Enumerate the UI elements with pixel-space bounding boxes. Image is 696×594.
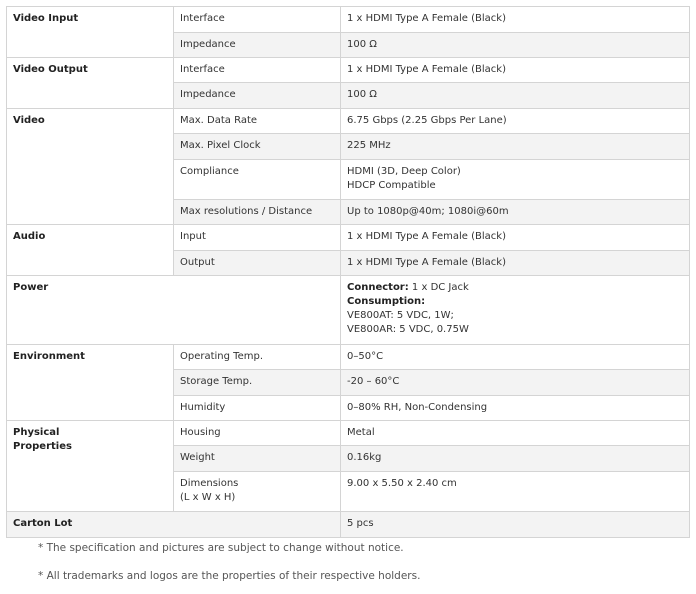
category-video: Video (7, 109, 174, 225)
attr-label: Output (174, 251, 341, 276)
category-carton-lot: Carton Lot (7, 512, 341, 538)
attr-value: 1 x HDMI Type A Female (Black) (341, 58, 690, 83)
category-environment: Environment (7, 345, 174, 421)
power-value (341, 276, 690, 345)
attr-value: Metal (341, 421, 690, 446)
category-line: Properties (13, 441, 72, 452)
attr-label (174, 472, 341, 512)
compliance-line: HDMI (3D, Deep Color) (347, 166, 461, 177)
attr-value: 225 MHz (341, 134, 690, 160)
attr-value: Up to 1080p@40m; 1080i@60m (341, 200, 690, 225)
connector-label: Connector: (347, 282, 409, 293)
table-row (7, 276, 690, 345)
table-row (7, 7, 690, 33)
dimensions-label-line: (L x W x H) (180, 492, 236, 503)
attr-label: Compliance (174, 160, 341, 200)
attr-label: Operating Temp. (174, 345, 341, 370)
attr-value: 0.16kg (341, 446, 690, 472)
attr-label: Impedance (174, 33, 341, 58)
attr-value: 1 x HDMI Type A Female (Black) (341, 225, 690, 251)
category-power: Power (7, 276, 341, 345)
consumption-line: VE800AR: 5 VDC, 0.75W (347, 324, 469, 335)
attr-label: Impedance (174, 83, 341, 109)
footnote-specification: * The specification and pictures are subject to change without notice. (38, 542, 404, 554)
dimensions-label-line: Dimensions (180, 478, 239, 489)
attr-value: 9.00 x 5.50 x 2.40 cm (341, 472, 690, 512)
attr-value: 100 Ω (341, 33, 690, 58)
compliance-line: HDCP Compatible (347, 180, 436, 191)
table-row (7, 512, 690, 538)
table-row (7, 109, 690, 134)
attr-label: Interface (174, 58, 341, 83)
attr-value: 1 x HDMI Type A Female (Black) (341, 7, 690, 33)
table-row (7, 225, 690, 251)
attr-value (341, 160, 690, 200)
table-row (7, 421, 690, 446)
connector-value: 1 x DC Jack (408, 282, 469, 293)
attr-value: 0–80% RH, Non-Condensing (341, 396, 690, 421)
consumption-line: VE800AT: 5 VDC, 1W; (347, 310, 454, 321)
table-row (7, 58, 690, 83)
attr-label: Max. Data Rate (174, 109, 341, 134)
connector-line (347, 281, 683, 295)
spec-table (6, 6, 690, 538)
attr-label: Storage Temp. (174, 370, 341, 396)
attr-label: Max resolutions / Distance (174, 200, 341, 225)
footnote-trademarks: * All trademarks and logos are the properties of their respective holders. (38, 570, 421, 582)
category-audio: Audio (7, 225, 174, 276)
attr-value: -20 – 60°C (341, 370, 690, 396)
category-video-input: Video Input (7, 7, 174, 58)
attr-value: 0–50°C (341, 345, 690, 370)
attr-label: Humidity (174, 396, 341, 421)
consumption-label: Consumption: (347, 296, 426, 307)
attr-label: Weight (174, 446, 341, 472)
attr-value: 5 pcs (341, 512, 690, 538)
attr-label: Housing (174, 421, 341, 446)
category-video-output: Video Output (7, 58, 174, 109)
attr-value: 100 Ω (341, 83, 690, 109)
attr-label: Max. Pixel Clock (174, 134, 341, 160)
table-row (7, 345, 690, 370)
attr-value: 6.75 Gbps (2.25 Gbps Per Lane) (341, 109, 690, 134)
attr-label: Input (174, 225, 341, 251)
attr-value: 1 x HDMI Type A Female (Black) (341, 251, 690, 276)
category-physical (7, 421, 174, 512)
category-line: Physical (13, 427, 60, 438)
attr-label: Interface (174, 7, 341, 33)
